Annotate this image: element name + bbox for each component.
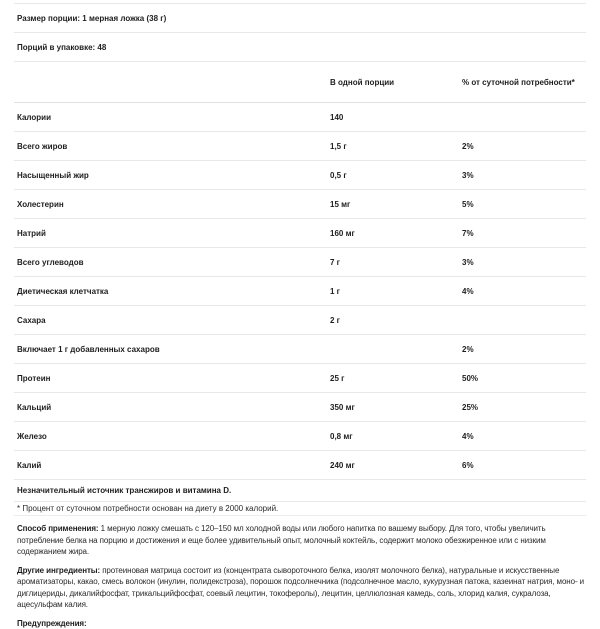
- nutrient-label: Железо: [17, 432, 330, 441]
- nutrient-row: [14, 103, 586, 132]
- serving-size-text: Размер порции: 1 мерная ложка (38 г): [17, 14, 166, 23]
- nutrient-amount: 7 г: [330, 258, 462, 267]
- nutrient-amount: 1 г: [330, 287, 462, 296]
- nutrient-label: Протеин: [17, 374, 330, 383]
- nutrient-daily-value: 25%: [462, 403, 586, 412]
- usage-paragraph: [17, 523, 586, 558]
- nutrient-label: Холестерин: [17, 200, 330, 209]
- nutrient-amount: 160 мг: [330, 229, 462, 238]
- nutrient-daily-value: 6%: [462, 461, 586, 470]
- nutrient-row: [14, 161, 586, 190]
- nutrient-daily-value: 3%: [462, 171, 586, 180]
- nutrient-amount: 240 мг: [330, 461, 462, 470]
- daily-value-footnote-text: * Процент от суточном потребности основан на диету в 2000 калорий.: [17, 504, 278, 513]
- nutrient-row: [14, 393, 586, 422]
- nutrient-row: [14, 248, 586, 277]
- nutrient-rows: [14, 103, 586, 480]
- supplement-facts-panel: [0, 3, 600, 629]
- ingredients-body: протеиновая матрица состоит из (концентрата сывороточного белка, изолят молочного белка), натуральные и искусственные ароматизаторы, какао, смесь волокон (инулин, полидекстроза), порошок подсолнечника (подсолнечное масло, кукурузная патока, казеинат натрия, моно- и диглицериды, дикалийфосфат, трикальцийфосфат, соевый лецитин, токоферолы), лецитин, целлюлозная камедь, соль, хлорид калия, сукралоза, ацесульфам калия.: [17, 566, 584, 610]
- nutrient-row: [14, 422, 586, 451]
- servings-per-container-row: [14, 33, 586, 62]
- nutrient-daily-value: 5%: [462, 200, 586, 209]
- nutrient-label: Калий: [17, 461, 330, 470]
- details-paragraphs: [17, 523, 586, 629]
- ingredients-paragraph: [17, 565, 586, 611]
- nutrient-row: [14, 306, 586, 335]
- nutrient-daily-value: 4%: [462, 432, 586, 441]
- nutrient-amount: 15 мг: [330, 200, 462, 209]
- nutrient-label: Насыщенный жир: [17, 171, 330, 180]
- nutrient-label: Всего углеводов: [17, 258, 330, 267]
- nutrient-row: [14, 190, 586, 219]
- nutrient-label: Диетическая клетчатка: [17, 287, 330, 296]
- serving-size-row: [14, 4, 586, 33]
- usage-body: 1 мерную ложку смешать с 120–150 мл холодной воды или любого напитка по вашему выбору. Для того, чтобы увеличить потребление белка на порцию и достижения и еще более удивительный опыт, молочный коктейль, содержит молоко обезжиренное или с низким содержанием жира.: [17, 524, 546, 556]
- nutrient-row: [14, 364, 586, 393]
- nutrient-label: Натрий: [17, 229, 330, 238]
- daily-value-footnote-row: [14, 502, 586, 516]
- ingredients-lead: Другие ингредиенты:: [17, 566, 100, 575]
- nutrition-table: [14, 3, 586, 516]
- nutrient-amount: 0,8 мг: [330, 432, 462, 441]
- nutrient-row: [14, 277, 586, 306]
- nutrient-amount: 140: [330, 113, 462, 122]
- nutrient-daily-value: 7%: [462, 229, 586, 238]
- nutrient-label: Всего жиров: [17, 142, 330, 151]
- trans-fat-note-row: [14, 480, 586, 502]
- nutrient-amount: 0,5 г: [330, 171, 462, 180]
- nutrient-amount: 350 мг: [330, 403, 462, 412]
- usage-lead: Способ применения:: [17, 524, 98, 533]
- nutrient-daily-value: 2%: [462, 142, 586, 151]
- nutrient-label: Сахара: [17, 316, 330, 325]
- nutrient-row: [14, 451, 586, 480]
- col-header-daily-value: % от суточной потребности*: [462, 78, 586, 87]
- nutrient-daily-value: 2%: [462, 345, 586, 354]
- nutrient-daily-value: 50%: [462, 374, 586, 383]
- servings-per-container-text: Порций в упаковке: 48: [17, 43, 106, 52]
- table-header-row: [14, 62, 586, 103]
- nutrient-amount: 1,5 г: [330, 142, 462, 151]
- nutrient-row: [14, 335, 586, 364]
- warnings-heading: Предупреждения:: [17, 618, 586, 629]
- nutrient-label: Включает 1 г добавленных сахаров: [17, 345, 330, 354]
- trans-fat-note-text: Незначительный источник трансжиров и витамина D.: [17, 486, 231, 495]
- nutrient-amount: 25 г: [330, 374, 462, 383]
- nutrient-label: Калории: [17, 113, 330, 122]
- nutrient-daily-value: 4%: [462, 287, 586, 296]
- nutrient-daily-value: 3%: [462, 258, 586, 267]
- nutrient-row: [14, 219, 586, 248]
- nutrient-row: [14, 132, 586, 161]
- nutrient-label: Кальций: [17, 403, 330, 412]
- col-header-per-serving: В одной порции: [330, 78, 462, 87]
- nutrient-amount: 2 г: [330, 316, 462, 325]
